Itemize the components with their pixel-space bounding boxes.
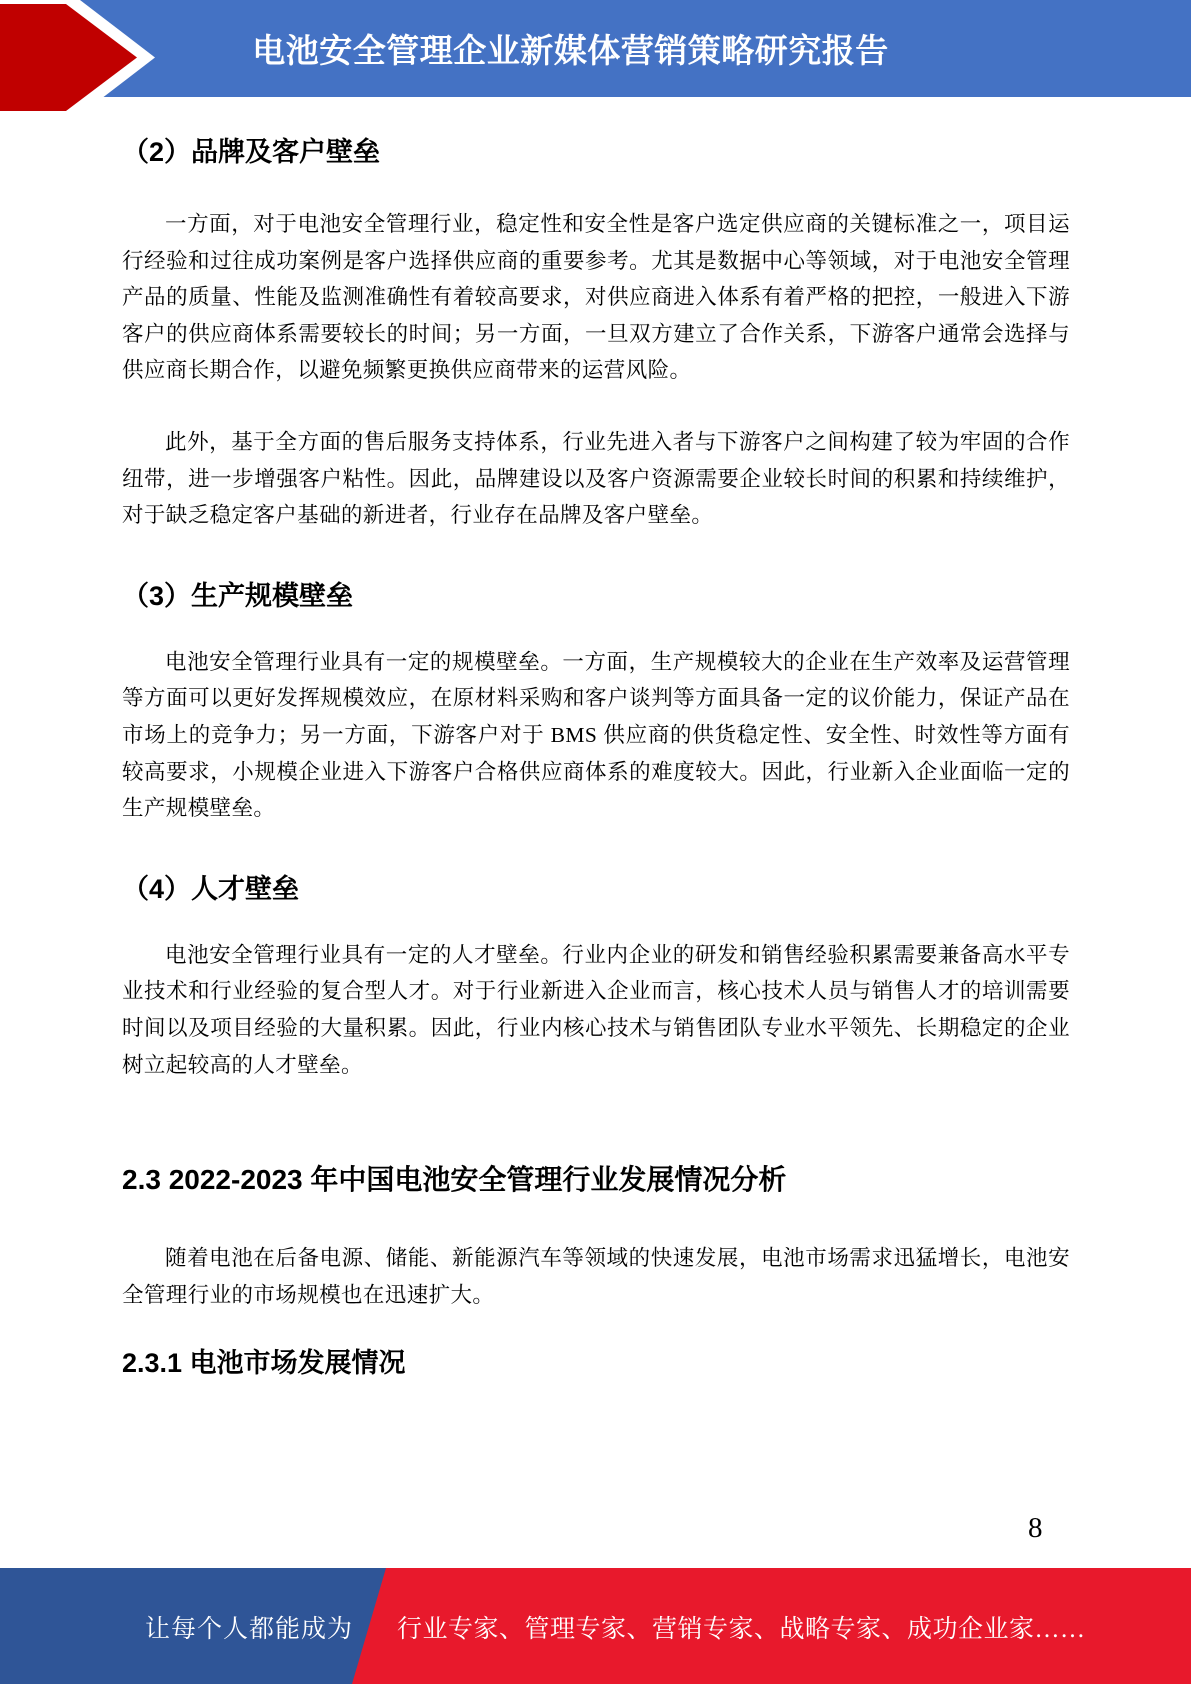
page-title: 电池安全管理企业新媒体营销策略研究报告	[252, 32, 889, 69]
footer-slogan-right: 行业专家、管理专家、营销专家、战略专家、成功企业家……	[397, 1616, 1086, 1643]
footer-slogan-left: 让每个人都能成为	[145, 1616, 354, 1643]
section-heading-2-3-1: 2.3.1 电池市场发展情况	[122, 1348, 406, 1379]
section-heading-2-3: 2.3 2022-2023 年中国电池安全管理行业发展情况分析	[122, 1164, 787, 1196]
page-number: 8	[1028, 1512, 1043, 1544]
header-title-wrap	[0, 0, 1191, 97]
paragraph: 此外，基于全方面的售后服务支持体系，行业先进入者与下游客户之间构建了较为牢固的合作纽带，进一步增强客户粘性。因此，品牌建设以及客户资源需要企业较长时间的积累和持续维护，对于缺乏稳定客户基础的新进者，行业存在品牌及客户壁垒。	[122, 429, 1070, 528]
paragraph: 电池安全管理行业具有一定的人才壁垒。行业内企业的研发和销售经验积累需要兼备高水平专业技术和行业经验的复合型人才。对于行业新进入企业而言，核心技术人员与销售人才的培训需要时间以及项目经验的大量积累。因此，行业内核心技术与销售团队专业水平领先、长期稳定的企业树立起较高的人才壁垒。	[122, 942, 1070, 1077]
paragraph: 一方面，对于电池安全管理行业，稳定性和安全性是客户选定供应商的关键标准之一，项目运行经验和过往成功案例是客户选择供应商的重要参考。尤其是数据中心等领域，对于电池安全管理产品的质量、性能及监测准确性有着较高要求，对供应商进入体系有着严格的把控，一般进入下游客户的供应商体系需要较长的时间；另一方面，一旦双方建立了合作关系，下游客户通常会选择与供应商长期合作，以避免频繁更换供应商带来的运营风险。	[122, 212, 1070, 383]
document-body	[122, 97, 1070, 1383]
section-heading-talent-barrier: （4）人才壁垒	[122, 873, 300, 904]
paragraph: 电池安全管理行业具有一定的规模壁垒。一方面，生产规模较大的企业在生产效率及运营管理等方面可以更好发挥规模效应，在原材料采购和客户谈判等方面具备一定的议价能力，保证产品在市场上的竞争力；另一方面，下游客户对于 BMS 供应商的供货稳定性、安全性、时效性等方面有较高要求，小规模企业进入下游客户合格供应商体系的难度较大。因此，行业新入企业面临一定的生产规模壁垒。	[122, 649, 1070, 821]
section-heading-production-scale-barrier: （3）生产规模壁垒	[122, 580, 354, 611]
section-heading-brand-customer-barrier: （2）品牌及客户壁垒	[122, 137, 381, 167]
paragraph: 随着电池在后备电源、储能、新能源汽车等领域的快速发展，电池市场需求迅猛增长，电池安全管理行业的市场规模也在迅速扩大。	[122, 1246, 1070, 1307]
